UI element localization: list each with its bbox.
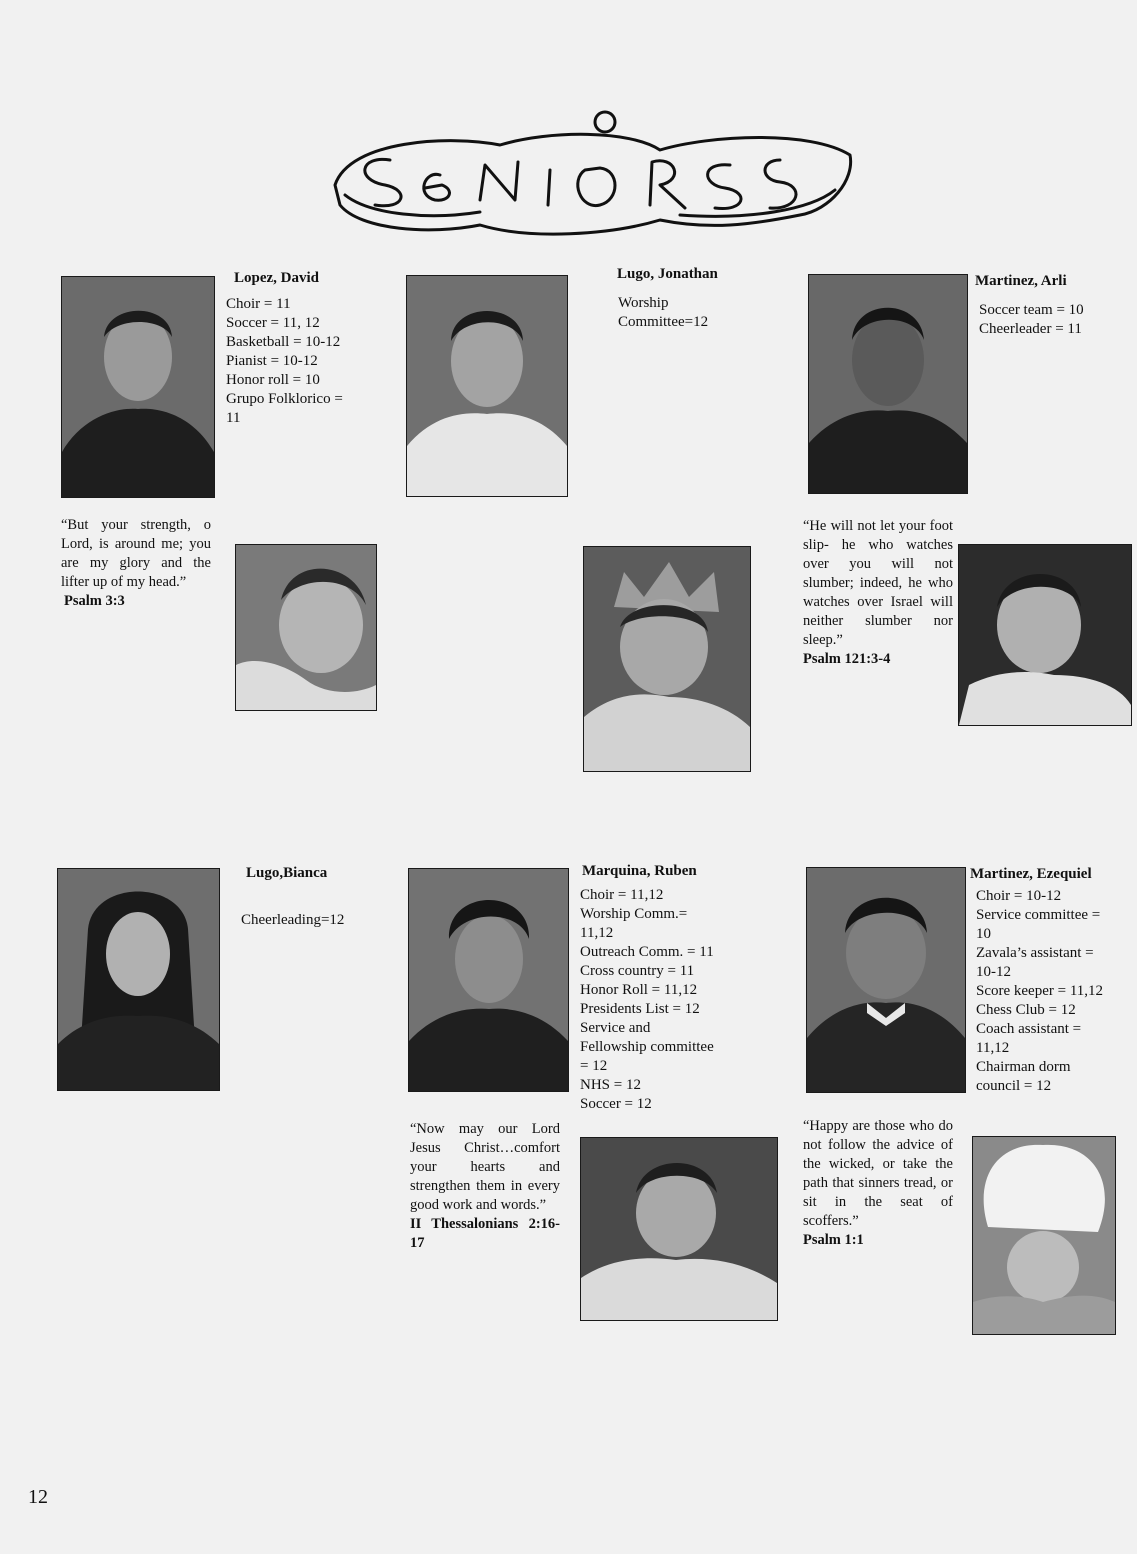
student-name: Lopez, David (234, 270, 320, 286)
activity-item: Zavala’s assistant = (976, 945, 1094, 961)
senior-portrait-photo (806, 867, 966, 1093)
quote-text: “He will not let your foot slip- he who watches over you will not slumber; indeed, he who watches over Israel will neither slumber nor sleep.” (803, 518, 953, 648)
senior-quote (803, 1117, 953, 1250)
activity-item: Cheerleader = 11 (979, 321, 1082, 337)
activity-item: 10-12 (976, 964, 1011, 980)
student-name: Martinez, Ezequiel (970, 866, 1092, 882)
activity-item: Honor Roll = 11,12 (580, 982, 698, 998)
activity-item: Choir = 10-12 (976, 888, 1062, 904)
page-number: 12 (28, 1486, 48, 1508)
activity-item: 10 (976, 926, 991, 942)
senior-quote (803, 517, 953, 669)
student-name: Martinez, Arli (975, 273, 1067, 289)
quote-reference: II Thessalonians 2:16-17 (410, 1216, 560, 1251)
activity-item: Fellowship committee (580, 1039, 714, 1055)
senior-portrait-photo (61, 276, 215, 498)
senior-quote (61, 516, 211, 611)
activity-item: Cross country = 11 (580, 963, 695, 979)
activity-item: Pianist = 10-12 (226, 353, 318, 369)
activity-item: Honor roll = 10 (226, 372, 320, 388)
activities-list (976, 887, 1103, 1096)
activity-item: Coach assistant = (976, 1021, 1082, 1037)
activities-list (979, 301, 1084, 339)
baby-photo (583, 546, 751, 772)
senior-quote (410, 1120, 560, 1253)
activity-item: Worship Comm.= (580, 906, 688, 922)
activity-item: 11,12 (580, 925, 614, 941)
activity-item: Service committee = (976, 907, 1101, 923)
activities-list (580, 886, 714, 1114)
activity-item: Grupo Folklorico = (226, 391, 343, 407)
activity-item: Soccer team = 10 (979, 302, 1084, 318)
activities-list (241, 911, 344, 930)
activity-item: council = 12 (976, 1078, 1052, 1094)
student-name: Lugo,Bianca (246, 865, 328, 881)
quote-reference: Psalm 1:1 (803, 1232, 864, 1248)
senior-portrait-photo (408, 868, 569, 1092)
quote-text: “Happy are those who do not follow the advice of the wicked, or take the path that sinners tread, or sit in the seat of scoffers.” (803, 1118, 953, 1229)
baby-photo (958, 544, 1132, 726)
activity-item: NHS = 12 (580, 1077, 641, 1093)
baby-photo (972, 1136, 1116, 1335)
activity-item: Choir = 11 (226, 296, 291, 312)
seniors-title-art (330, 100, 860, 250)
activity-item: Choir = 11,12 (580, 887, 664, 903)
activity-item: Outreach Comm. = 11 (580, 944, 714, 960)
activity-item: Service and (580, 1020, 651, 1036)
activity-item: Chairman dorm (976, 1059, 1071, 1075)
student-name: Lugo, Jonathan (617, 266, 718, 282)
activity-item: Soccer = 11, 12 (226, 315, 320, 331)
quote-reference: Psalm 121:3-4 (803, 651, 891, 667)
activity-item: = 12 (580, 1058, 608, 1074)
baby-photo (235, 544, 377, 711)
baby-photo (580, 1137, 778, 1321)
activity-item: 11,12 (976, 1040, 1010, 1056)
activity-item: Cheerleading=12 (241, 912, 345, 928)
activity-item: Worship (618, 295, 669, 311)
quote-reference: Psalm 3:3 (64, 593, 125, 609)
quote-text: “Now may our Lord Jesus Christ…comfort your hearts and strengthen them in every good work and words.” (410, 1121, 560, 1213)
quote-text: “But your strength, o Lord, is around me; you are my glory and the lifter up of my head.” (61, 517, 211, 590)
activity-item: Chess Club = 12 (976, 1002, 1076, 1018)
activity-item: Basketball = 10-12 (226, 334, 341, 350)
activity-item: 11 (226, 410, 241, 426)
activity-item: Presidents List = 12 (580, 1001, 700, 1017)
activity-item: Committee=12 (618, 314, 709, 330)
activities-list (226, 295, 343, 428)
activity-item: Soccer = 12 (580, 1096, 652, 1112)
senior-portrait-photo (808, 274, 968, 494)
student-name: Marquina, Ruben (582, 863, 697, 879)
senior-portrait-photo (406, 275, 568, 497)
senior-portrait-photo (57, 868, 220, 1091)
activity-item: Score keeper = 11,12 (976, 983, 1104, 999)
activities-list (618, 294, 708, 332)
